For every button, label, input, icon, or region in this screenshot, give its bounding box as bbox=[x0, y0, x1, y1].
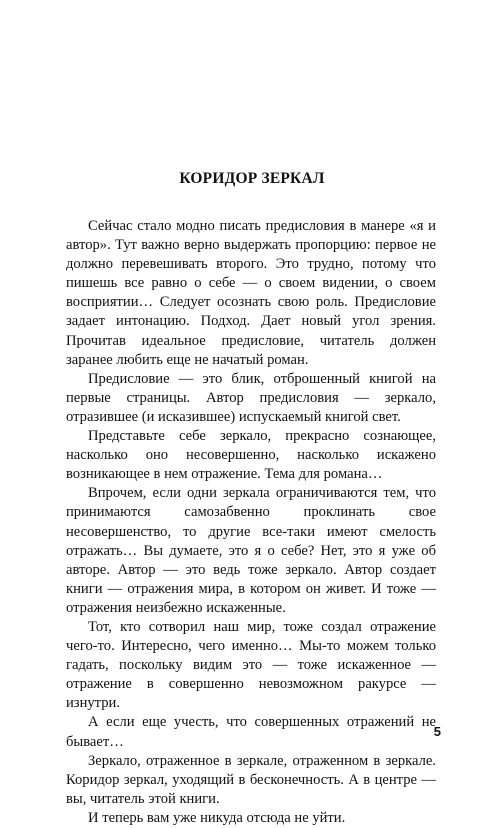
paragraph: Тот, кто сотворил наш мир, тоже создал отражение чего-то. Интересно, чего именно… Мы-то можем только гадать, поскольку видим это — тоже искаженное — отражение в совершенно невозможном ракурсе — изнутри. bbox=[66, 618, 436, 712]
page-number: 5 bbox=[433, 724, 441, 739]
chapter-title: КОРИДОР ЗЕРКАЛ bbox=[179, 170, 325, 187]
paragraph: И теперь вам уже никуда отсюда не уйти. bbox=[88, 809, 346, 826]
paragraph: Зеркало, отраженное в зеркале, отраженном в зеркале. Коридор зеркал, уходящий в бесконечность. А в центре — вы, читатель этой книги. bbox=[66, 752, 436, 807]
paragraph: Предисловие — это блик, отброшенный книгой на первые страницы. Автор предисловия — зеркало, отразившее (и исказившее) испускаемый книгой свет. bbox=[66, 370, 436, 425]
paragraph: Впрочем, если одни зеркала ограничиваются тем, что принимаются самозабвенно проклинать свое несовершенство, то другие все-таки имеют смелость отражать… Вы думаете, это я о себе? Нет, это я уже об авторе. Автор — это ведь тоже зеркало. Автор создает книги — отражения мира, в котором он живет. И тоже — отражения неизбежно искаженные. bbox=[66, 485, 436, 616]
paragraph: Сейчас стало модно писать предисловия в манере «я и автор». Тут важно верно выдержать пропорцию: первое не должно перевешивать второго. Это трудно, потому что пишешь все равно о себе — о своем видении, о своем восприятии… Следует осознать свою роль. Предисловие задает интонацию. Подход. Дает новый угол зрения. Прочитав идеальное предисловие, читатель должен заранее любить еще не начатый роман. bbox=[66, 218, 436, 368]
paragraph: Представьте себе зеркало, прекрасно сознающее, насколько оно несовершенно, насколько искажено возникающее в нем отражение. Тема для романа… bbox=[66, 428, 436, 483]
paragraph: А если еще учесть, что совершенных отражений не бывает… bbox=[66, 714, 436, 750]
chapter-body bbox=[66, 217, 436, 828]
